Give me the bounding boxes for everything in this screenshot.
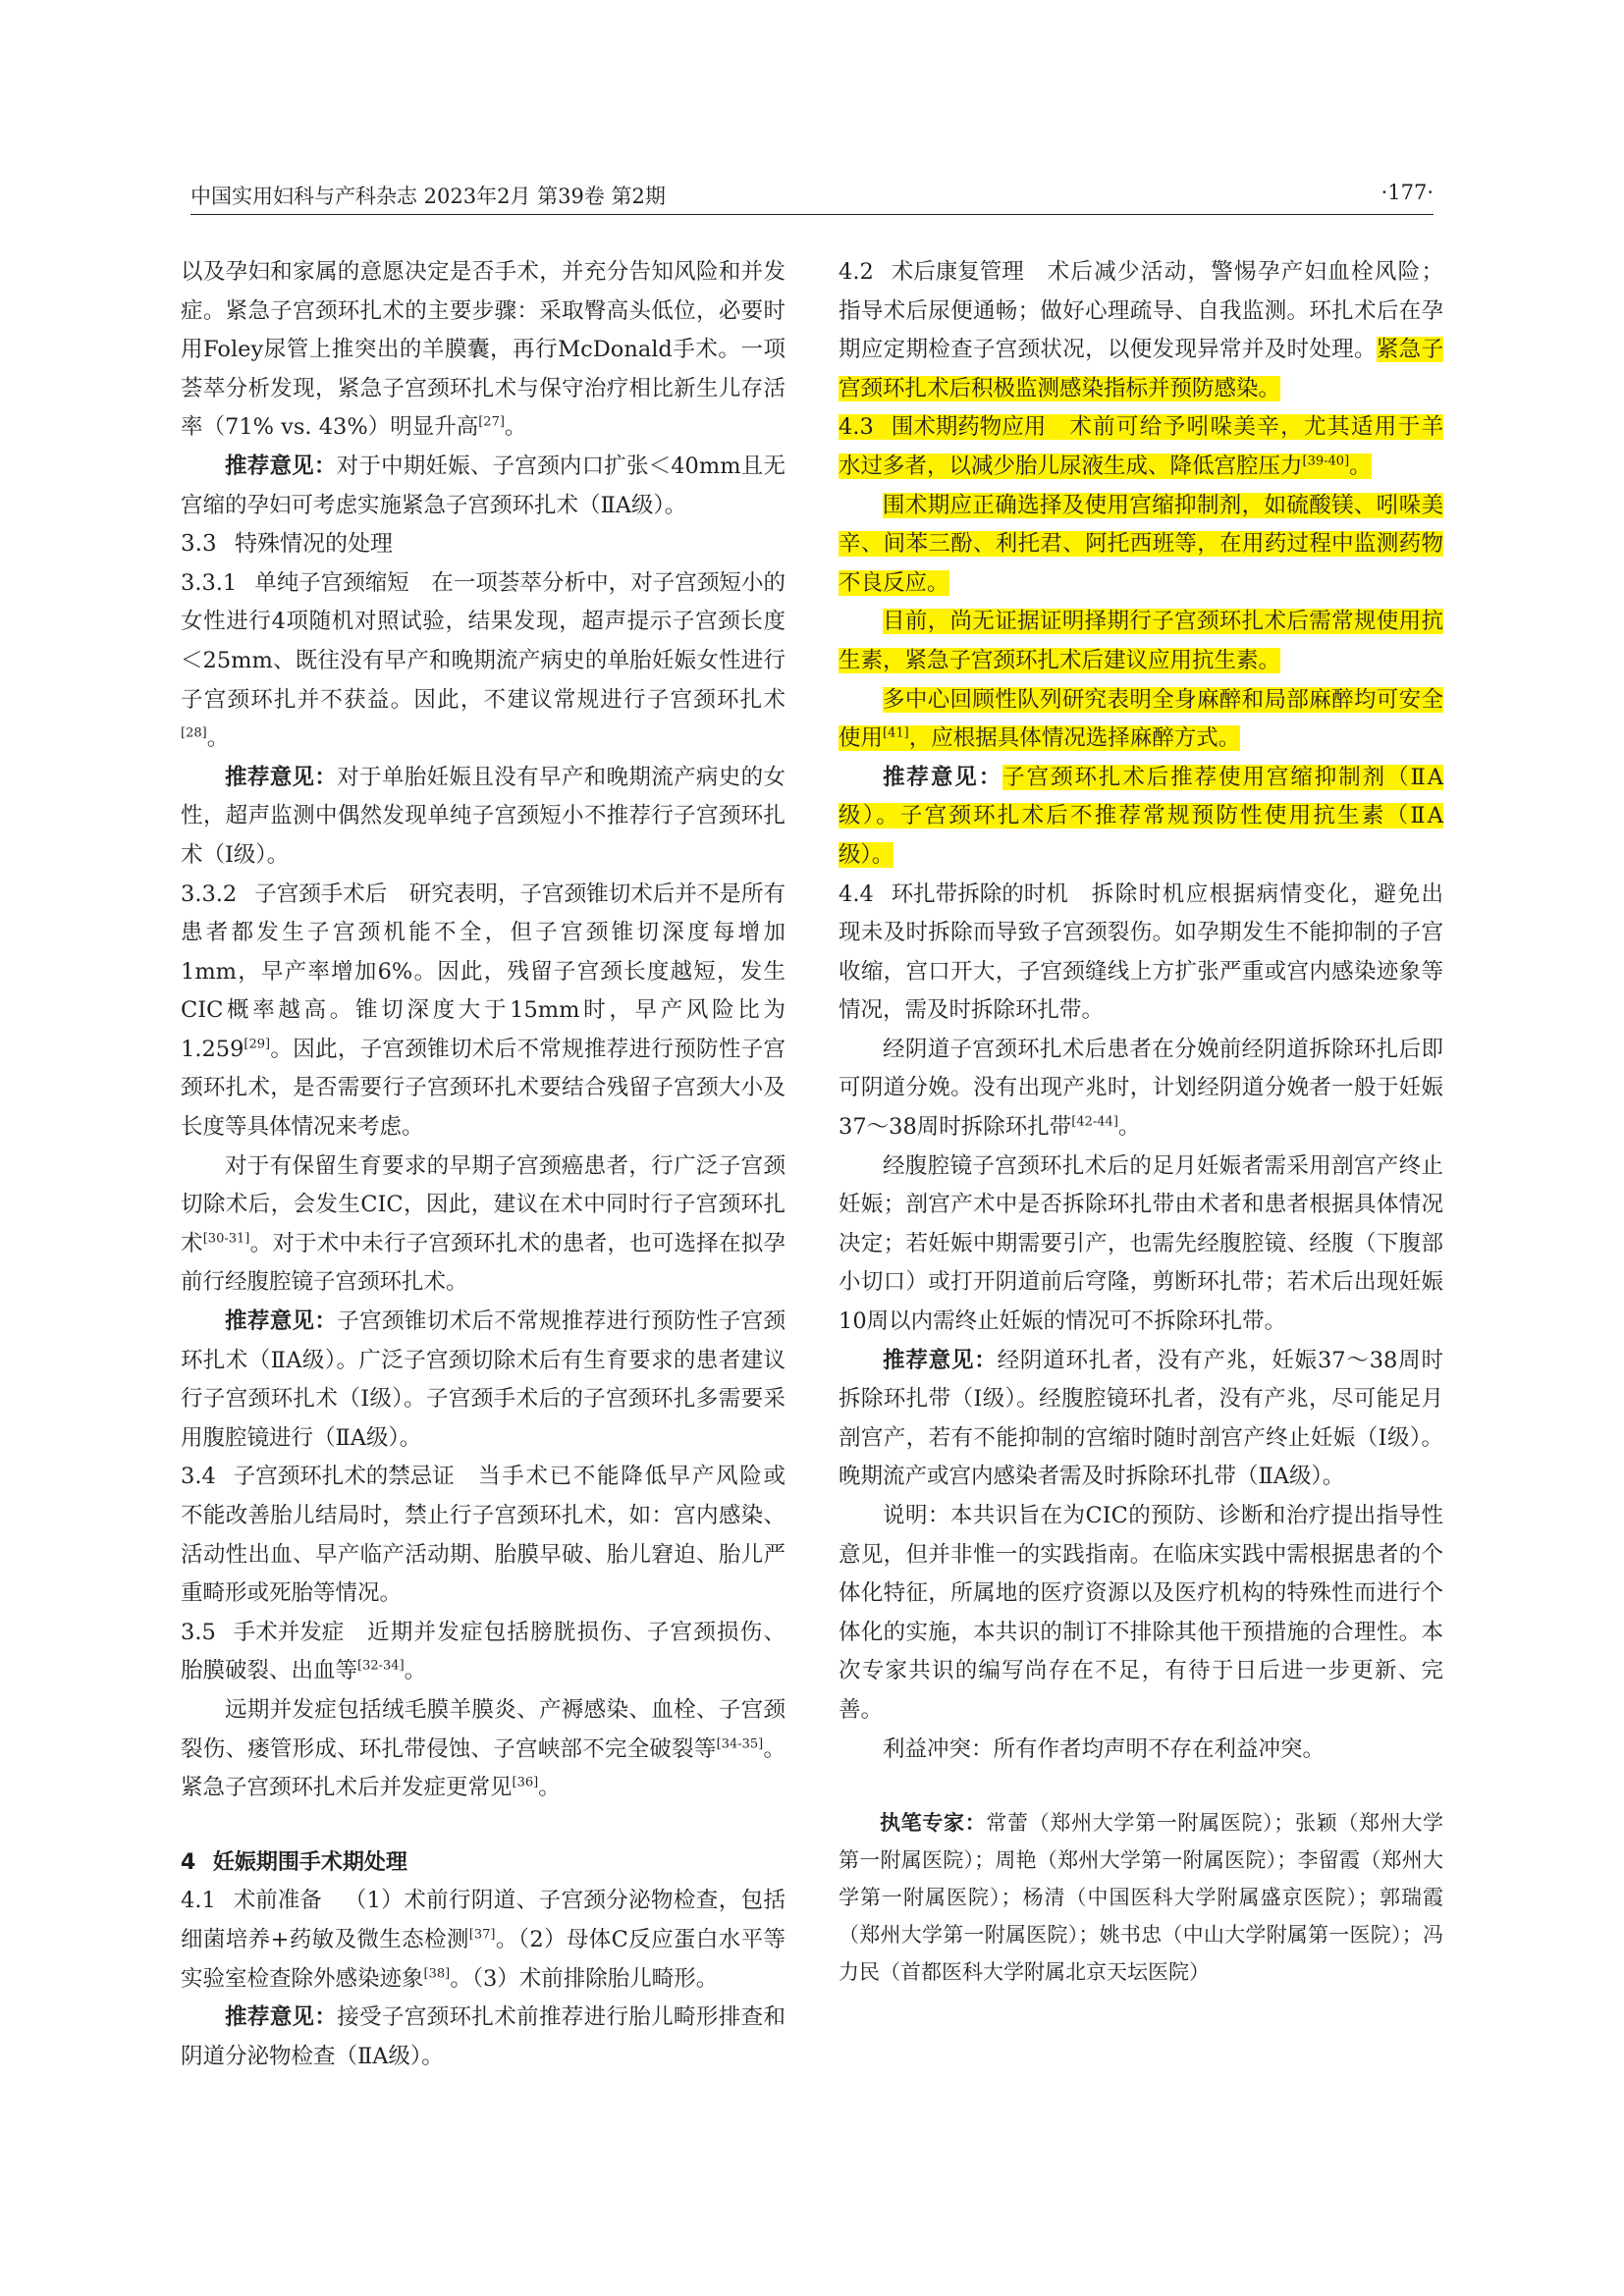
paragraph-antibiotic: 目前，尚无证据证明择期行子宫颈环扎术后需常规使用抗生素，紧急子宫颈环扎术后建议应用抗生素。 <box>839 609 1443 673</box>
recommendation-1: 推荐意见：对于中期妊娠、子宫颈内口扩张＜40mm且无宫缩的孕妇可考虑实施紧急子宫颈环扎术（ⅡA级）。 <box>181 453 785 518</box>
header-rule <box>190 214 1434 215</box>
recommendation-3: 推荐意见：子宫颈锥切术后不常规推荐进行预防性子宫颈环扎术（ⅡA级）。广泛子宫颈切除术后有生育要求的患者建议行子宫颈环扎术（Ⅰ级）。子宫颈手术后的子宫颈环扎多需要采用腹腔镜进行（ⅡA级）。 <box>181 1308 785 1451</box>
section-3-3-heading: 3.3 特殊情况的处理 <box>181 531 393 558</box>
section-4-heading: 4 妊娠期围手术期处理 <box>181 1849 407 1875</box>
highlight-infection: 紧急子宫颈环扎术后积极监测感染指标并预防感染。 <box>839 337 1443 401</box>
section-3-3-1: 3.3.1 单纯子宫颈缩短 在一项荟萃分析中，对子宫颈短小的女性进行4项随机对照试验，结果发现，超声提示子宫颈长度＜25mm、既往没有早产和晚期流产病史的单胎妊娠女性进行子宫颈环扎并不获益。因此，不建议常规进行子宫颈环扎术[28]。 <box>181 569 785 752</box>
recommendation-5: 推荐意见：子宫颈环扎术后推荐使用宫缩抑制剂（ⅡA级）。子宫颈环扎术后不推荐常规预防性使用抗生素（ⅡA级）。 <box>839 764 1443 868</box>
paragraph-note: 说明：本共识旨在为CIC的预防、诊断和治疗提出指导性意见，但并非惟一的实践指南。在临床实践中需根据患者的个体化特征，所属地的医疗资源以及医疗机构的特殊性而进行个体化的实施，本共识的制订不排除其他干预措施的合理性。本次专家共识的编写尚存在不足，有待于日后进一步更新、完善。 <box>839 1503 1443 1723</box>
section-4-3: 4.3 围术期药物应用 术前可给予吲哚美辛，尤其适用于羊水过多者，以减少胎儿尿液生成、降低宫腔压力[39-40]。 <box>839 414 1443 479</box>
paragraph-vaginal: 经阴道子宫颈环扎术后患者在分娩前经阴道拆除环扎后即可阴道分娩。没有出现产兆时，计划经阴道分娩者一般于妊娠37～38周时拆除环扎带[42-44]。 <box>839 1036 1443 1141</box>
authors-list: 执笔专家：常蕾（郑州大学第一附属医院）；张颖（郑州大学第一附属医院）；周艳（郑州大学第一附属医院）；李留霞（郑州大学第一附属医院）；杨清（中国医科大学附属盛京医院）；郭瑞霞（郑州大学第一附属医院）；姚书忠（中山大学附属第一医院）；冯力民（首都医科大学附属北京天坛医院） <box>839 1810 1444 1985</box>
section-4-2: 4.2 术后康复管理 术后减少活动，警惕孕产妇血栓风险；指导术后尿便通畅；做好心理疏导、自我监测。环扎术后在孕期应定期检查子宫颈状况，以便发现异常并及时处理。紧急子宫颈环扎术后积极监测感染指标并预防感染。 <box>839 259 1443 401</box>
section-4-1: 4.1 术前准备 （1）术前行阴道、子宫颈分泌物检查，包括细菌培养+药敏及微生态检测[37]。（2）母体C反应蛋白水平等实验室检查除外感染迹象[38]。（3）术前排除胎儿畸形。 <box>181 1888 785 1992</box>
section-3-4: 3.4 子宫颈环扎术的禁忌证 当手术已不能降低早产风险或不能改善胎儿结局时，禁止行子宫颈环扎术，如：宫内感染、活动性出血、早产临产活动期、胎膜早破、胎儿窘迫、胎儿严重畸形或死胎等情况。 <box>181 1464 785 1607</box>
paragraph-tocolytic: 围术期应正确选择及使用宫缩抑制剂，如硫酸镁、吲哚美辛、间苯三酚、利托君、阿托西班等，在用药过程中监测药物不良反应。 <box>839 492 1443 596</box>
page-number: ·177· <box>1380 181 1434 204</box>
recommendation-4: 推荐意见：接受子宫颈环扎术前推荐进行胎儿畸形排查和阴道分泌物检查（ⅡA级）。 <box>181 2004 785 2069</box>
paragraph-fertility: 对于有保留生育要求的早期子宫颈癌患者，行广泛子宫颈切除术后，会发生CIC，因此，建议在术中同时行子宫颈环扎术[30-31]。对于术中未行子宫颈环扎术的患者，也可选择在拟孕前行经腹腔镜子宫颈环扎术。 <box>181 1152 785 1296</box>
paragraph-conflict-of-interest: 利益冲突：所有作者均声明不存在利益冲突。 <box>883 1735 1326 1762</box>
paragraph-surgery-decision: 以及孕妇和家属的意愿决定是否手术，并充分告知风险和并发症。紧急子宫颈环扎术的主要步骤：采取臀高头低位，必要时用Foley尿管上推突出的羊膜囊，再行McDonald手术。一项荟萃分析发现，紧急子宫颈环扎术与保守治疗相比新生儿存活率（71% vs. 43%）明显升高[27]。 <box>181 259 785 441</box>
paragraph-late-complications: 远期并发症包括绒毛膜羊膜炎、产褥感染、血栓、子宫颈裂伤、瘘管形成、环扎带侵蚀、子宫峡部不完全破裂等[34-35]。紧急子宫颈环扎术后并发症更常见[36]。 <box>181 1696 785 1801</box>
paragraph-anesthesia: 多中心回顾性队列研究表明全身麻醉和局部麻醉均可安全使用[41]，应根据具体情况选择麻醉方式。 <box>839 686 1443 752</box>
page-header <box>190 181 1434 220</box>
journal-title: 中国实用妇科与产科杂志 2023年2月 第39卷 第2期 <box>190 185 666 208</box>
recommendation-2: 推荐意见：对于单胎妊娠且没有早产和晚期流产病史的女性，超声监测中偶然发现单纯子宫颈短小不推荐行子宫颈环扎术（Ⅰ级）。 <box>181 764 785 868</box>
paragraph-laparoscopic: 经腹腔镜子宫颈环扎术后的足月妊娠者需采用剖宫产终止妊娠；剖宫产术中是否拆除环扎带由术者和患者根据具体情况决定；若妊娠中期需要引产，也需先经腹腔镜、经腹（下腹部小切口）或打开阴道前后穹隆，剪断环扎带；若术后出现妊娠10周以内需终止妊娠的情况可不拆除环扎带。 <box>839 1152 1443 1335</box>
left-column <box>181 253 785 2076</box>
section-3-5: 3.5 手术并发症 近期并发症包括膀胱损伤、子宫颈损伤、胎膜破裂、出血等[32-34]。 <box>181 1619 785 1684</box>
recommendation-6: 推荐意见：经阴道环扎者，没有产兆，妊娠37～38周时拆除环扎带（Ⅰ级）。经腹腔镜环扎者，没有产兆，尽可能足月剖宫产，若有不能抑制的宫缩时随时剖宫产终止妊娠（Ⅰ级）。晚期流产或宫内感染者需及时拆除环扎带（ⅡA级）。 <box>839 1347 1443 1490</box>
section-3-3-2: 3.3.2 子宫颈手术后 研究表明，子宫颈锥切术后并不是所有患者都发生子宫颈机能不全，但子宫颈锥切深度每增加1mm，早产率增加6%。因此，残留子宫颈长度越短，发生CIC概率越高。锥切深度大于15mm时，早产风险比为1.259[29]。因此，子宫颈锥切术后不常规推荐进行预防性子宫颈环扎术，是否需要行子宫颈环扎术要结合残留子宫颈大小及长度等具体情况来考虑。 <box>181 881 785 1141</box>
section-4-4: 4.4 环扎带拆除的时机 拆除时机应根据病情变化，避免出现未及时拆除而导致子宫颈裂伤。如孕期发生不能抑制的子宫收缩，宫口开大，子宫颈缝线上方扩张严重或宫内感染迹象等情况，需及时拆除环扎带。 <box>839 881 1443 1024</box>
right-column <box>839 253 1443 1991</box>
